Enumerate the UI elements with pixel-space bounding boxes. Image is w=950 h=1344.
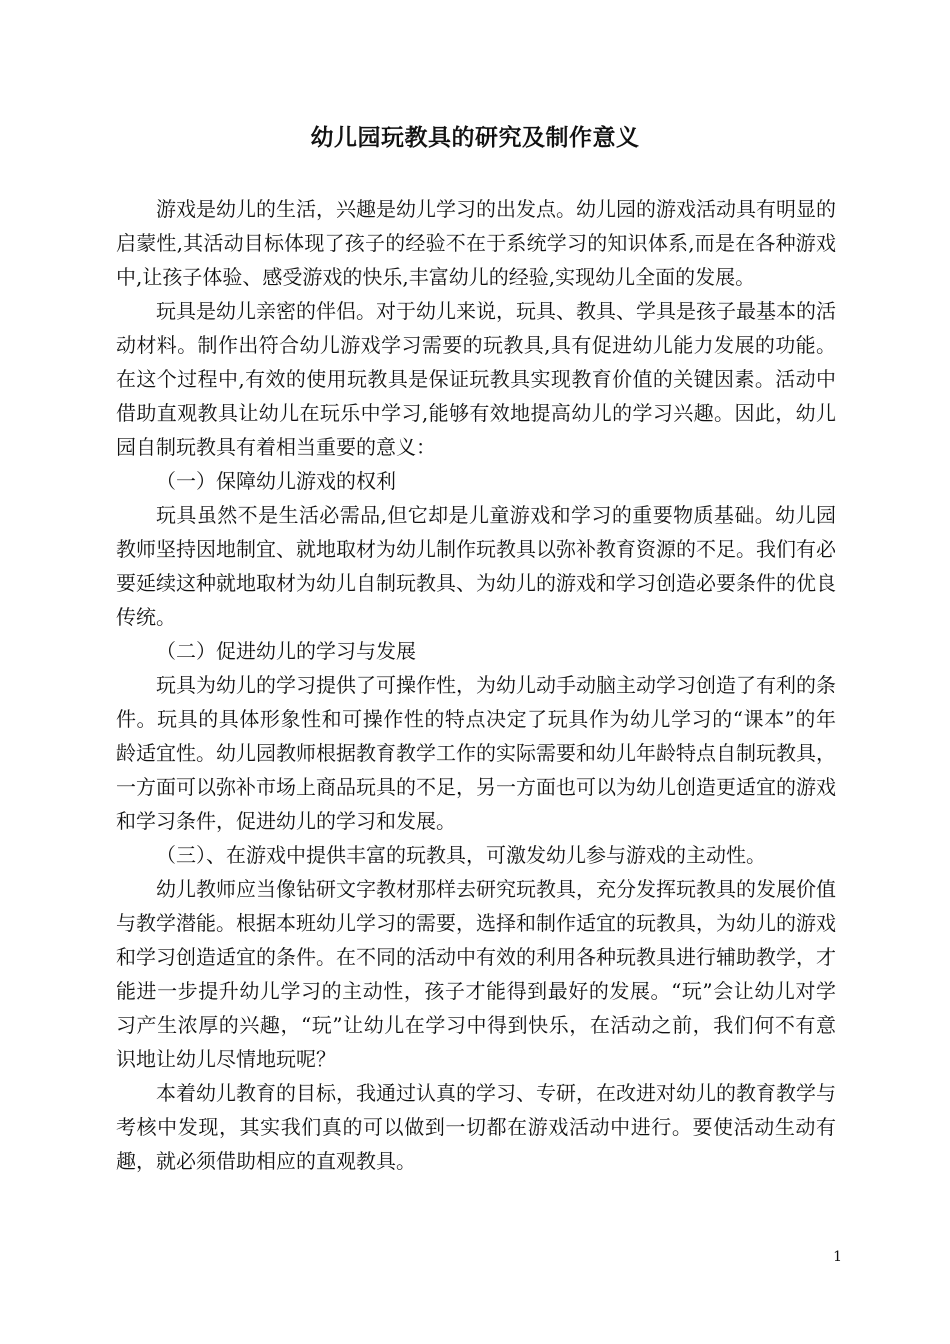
document-body (116, 192, 836, 1178)
section-heading-2: （二）促进幼儿的学习与发展 (156, 639, 416, 663)
paragraph-section-3: 幼儿教师应当像钻研文字教材那样去研究玩教具，充分发挥玩教具的发展价值与教学潜能。根据本班幼儿学习的需要，选择和制作适宜的玩教具，为幼儿的游戏和学习创造适宜的条件。在不同的活动中有效的利用各种玩教具进行辅助教学，才能进一步提升幼儿学习的主动性，孩子才能得到最好的发展。“玩”会让幼儿对学习产生浓厚的兴趣，“玩”让幼儿在学习中得到快乐，在活动之前，我们何不有意识地让幼儿尽情地玩呢？ (116, 877, 836, 1071)
section-heading-1: （一）保障幼儿游戏的权利 (156, 469, 396, 493)
paragraph-section-1: 玩具虽然不是生活必需品,但它却是儿童游戏和学习的重要物质基础。幼儿园教师坚持因地制宜、就地取材为幼儿制作玩教具以弥补教育资源的不足。我们有必要延续这种就地取材为幼儿自制玩教具、为幼儿的游戏和学习创造必要条件的优良传统。 (116, 503, 836, 629)
document-title: 幼儿园玩教具的研究及制作意义 (310, 124, 640, 151)
page-number: 1 (833, 1249, 842, 1265)
paragraph-intro: 游戏是幼儿的生活，兴趣是幼儿学习的出发点。幼儿园的游戏活动具有明显的启蒙性,其活动目标体现了孩子的经验不在于系统学习的知识体系,而是在各种游戏中,让孩子体验、感受游戏的快乐,丰富幼儿的经验,实现幼儿全面的发展。 (116, 197, 836, 289)
paragraph-toys-companion: 玩具是幼儿亲密的伴侣。对于幼儿来说，玩具、教具、学具是孩子最基本的活动材料。制作出符合幼儿游戏学习需要的玩教具,具有促进幼儿能力发展的功能。在这个过程中,有效的使用玩教具是保证玩教具实现教育价值的关键因素。活动中借助直观教具让幼儿在玩乐中学习,能够有效地提高幼儿的学习兴趣。因此，幼儿园自制玩教具有着相当重要的意义： (116, 299, 836, 459)
section-heading-3: （三）、在游戏中提供丰富的玩教具，可激发幼儿参与游戏的主动性。 (156, 843, 766, 867)
paragraph-conclusion: 本着幼儿教育的目标，我通过认真的学习、专研，在改进对幼儿的教育教学与考核中发现，其实我们真的可以做到一切都在游戏活动中进行。要使活动生动有趣，就必须借助相应的直观教具。 (116, 1081, 836, 1173)
paragraph-section-2: 玩具为幼儿的学习提供了可操作性，为幼儿动手动脑主动学习创造了有利的条件。玩具的具体形象性和可操作性的特点决定了玩具作为幼儿学习的“课本”的年龄适宜性。幼儿园教师根据教育教学工作的实际需要和幼儿年龄特点自制玩教具，一方面可以弥补市场上商品玩具的不足，另一方面也可以为幼儿创造更适宜的游戏和学习条件，促进幼儿的学习和发展。 (116, 673, 836, 833)
